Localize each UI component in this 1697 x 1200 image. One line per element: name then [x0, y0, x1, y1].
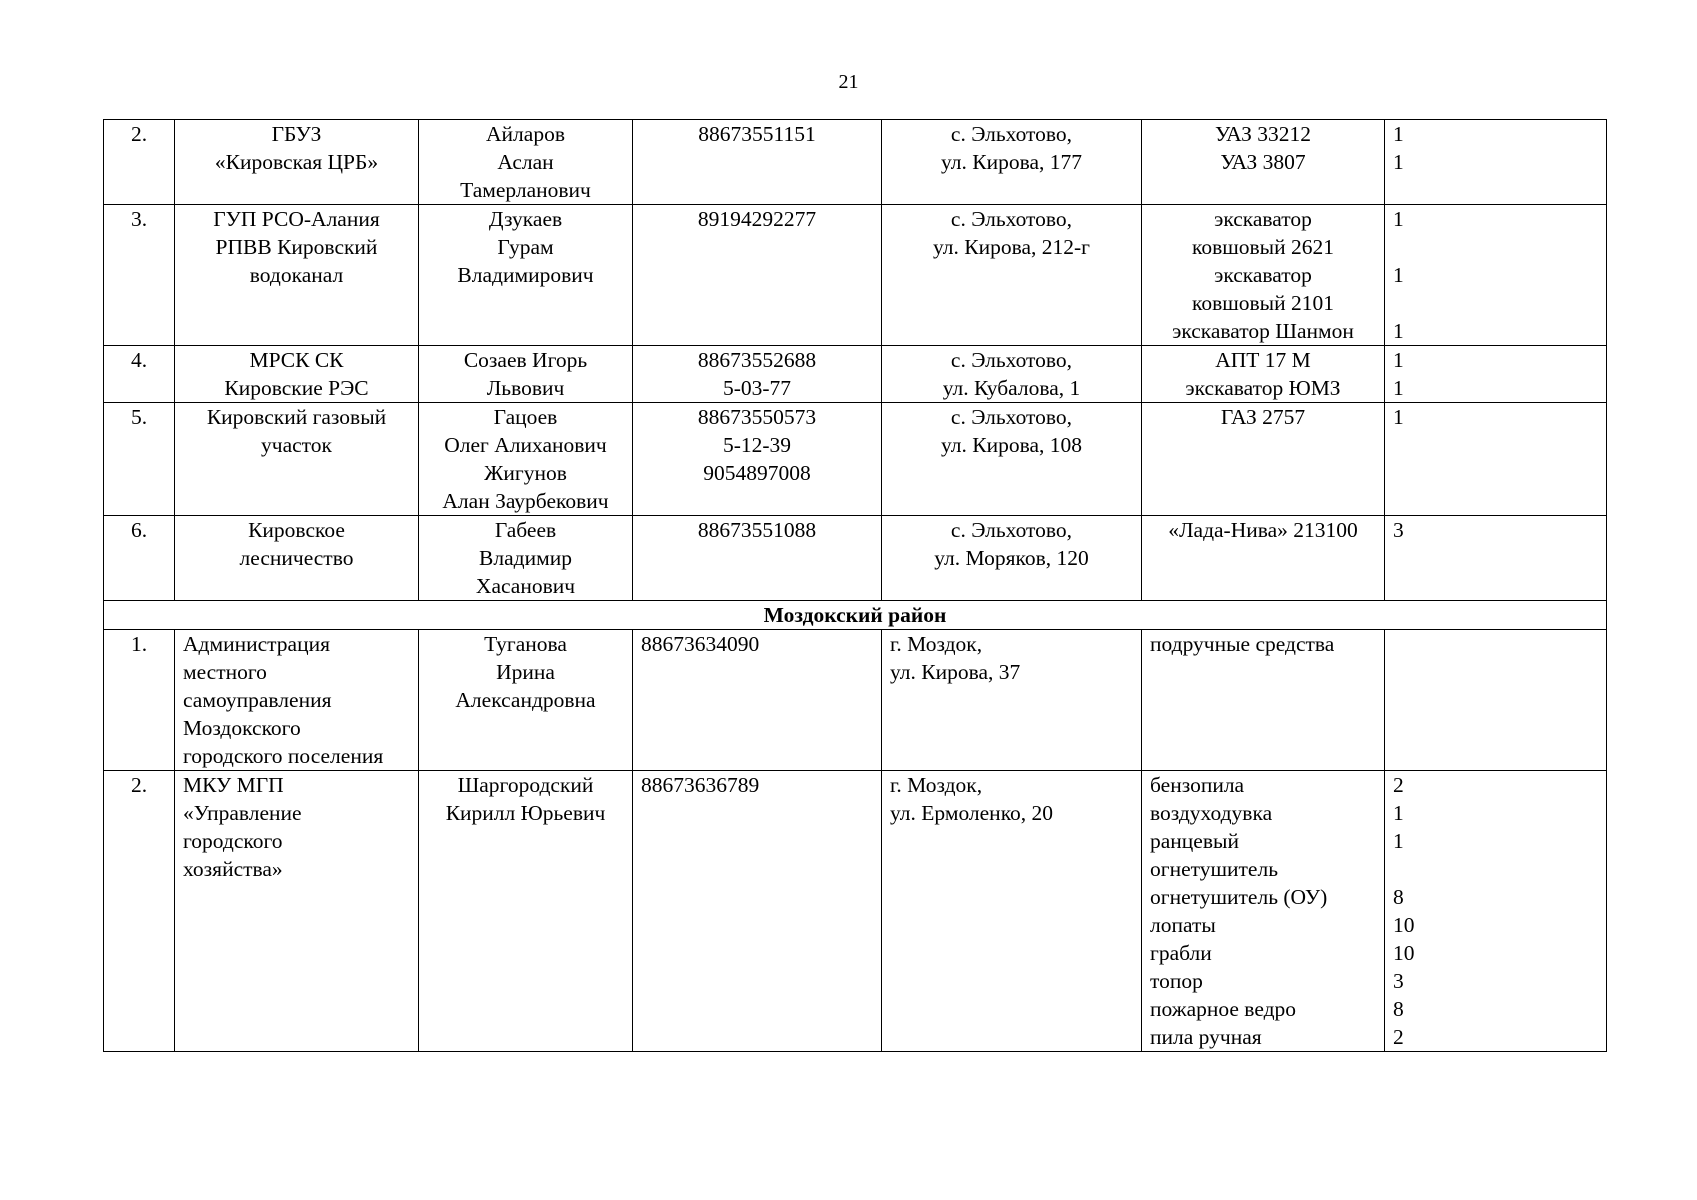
quantity-cell-line: 1 — [1393, 405, 1404, 429]
address-cell-line: ул. Кирова, 37 — [890, 660, 1021, 684]
responsible-person-cell — [419, 403, 633, 516]
organization-cell — [175, 346, 419, 403]
address-cell — [882, 120, 1142, 205]
organization-cell-line: Моздокского — [183, 716, 301, 740]
address-cell-line: с. Эльхотово, — [950, 122, 1073, 146]
quantity-cell — [1385, 771, 1607, 1052]
phone-cell-line: 88673550573 — [697, 405, 817, 429]
responsible-person-cell-line: Туганова — [484, 632, 567, 656]
row-number: 2. — [104, 120, 175, 205]
row-number: 5. — [104, 403, 175, 516]
quantity-cell-line: 1 — [1393, 829, 1404, 853]
phone-cell — [633, 346, 882, 403]
quantity-cell-line: 1 — [1393, 319, 1404, 343]
equipment-cell-line: УАЗ 3807 — [1220, 150, 1306, 174]
responsible-person-cell — [419, 771, 633, 1052]
quantity-cell-line: 1 — [1393, 207, 1404, 231]
phone-cell-line: 88673634090 — [641, 632, 760, 656]
phone-cell-line: 5-03-77 — [722, 376, 792, 400]
table-row — [104, 771, 1607, 1052]
phone-cell-line: 88673551151 — [698, 122, 816, 146]
row-number: 6. — [104, 516, 175, 601]
responsible-person-cell-line: Созаев Игорь — [463, 348, 588, 372]
phone-cell-line: 89194292277 — [697, 207, 817, 231]
equipment-cell-line: огнетушитель (ОУ) — [1150, 885, 1328, 909]
row-number: 3. — [104, 205, 175, 346]
responsible-person-cell-line: Алан Заурбекович — [442, 489, 609, 513]
quantity-cell-line: 3 — [1393, 969, 1404, 993]
table-row — [104, 346, 1607, 403]
quantity-cell — [1385, 120, 1607, 205]
equipment-table — [103, 119, 1607, 1052]
organization-cell-line: участок — [261, 433, 332, 457]
quantity-cell-line: 10 — [1393, 941, 1415, 965]
responsible-person-cell — [419, 346, 633, 403]
quantity-cell-line — [1393, 233, 1598, 261]
responsible-person-cell-line: Александровна — [455, 688, 596, 712]
responsible-person-cell-line: Ирина — [496, 660, 555, 684]
address-cell-line: г. Моздок, — [890, 632, 983, 656]
page-number: 21 — [838, 71, 859, 93]
responsible-person-cell-line: Шаргородский — [457, 773, 594, 797]
quantity-cell — [1385, 516, 1607, 601]
row-number: 2. — [104, 771, 175, 1052]
responsible-person-cell-line: Кирилл Юрьевич — [445, 801, 606, 825]
address-cell — [882, 205, 1142, 346]
address-cell-line: ул. Ермоленко, 20 — [890, 801, 1054, 825]
responsible-person-cell-line: Львович — [486, 376, 565, 400]
phone-cell — [633, 205, 882, 346]
equipment-cell-line: огнетушитель — [1150, 857, 1279, 881]
quantity-cell-line: 2 — [1393, 773, 1404, 797]
organization-cell — [175, 771, 419, 1052]
responsible-person-cell-line: Аслан — [497, 150, 554, 174]
responsible-person-cell — [419, 630, 633, 771]
organization-cell — [175, 120, 419, 205]
equipment-cell-line: бензопила — [1150, 773, 1245, 797]
equipment-cell-line: грабли — [1150, 941, 1212, 965]
responsible-person-cell-line: Гурам — [497, 235, 554, 259]
responsible-person-cell-line: Олег Алиханович — [444, 433, 607, 457]
quantity-cell — [1385, 630, 1607, 771]
equipment-cell-line: ГАЗ 2757 — [1220, 405, 1306, 429]
organization-cell-line: Кировское — [248, 518, 345, 542]
equipment-cell-line: УАЗ 33212 — [1214, 122, 1311, 146]
table-row — [104, 120, 1607, 205]
kirovsky-section — [104, 120, 1607, 601]
address-cell — [882, 771, 1142, 1052]
mozdoksky-section — [104, 630, 1607, 1052]
equipment-cell — [1142, 403, 1385, 516]
equipment-cell-line: «Лада-Нива» 213100 — [1168, 518, 1358, 542]
quantity-cell-line: 1 — [1393, 150, 1404, 174]
organization-cell-line: лесничество — [239, 546, 354, 570]
equipment-cell-line: пожарное ведро — [1150, 997, 1297, 1021]
organization-cell-line: самоуправления — [183, 688, 332, 712]
equipment-cell-line: АПТ 17 М — [1215, 348, 1311, 372]
responsible-person-cell-line: Айларов — [486, 122, 565, 146]
phone-cell-line: 9054897008 — [703, 461, 811, 485]
table-row — [104, 205, 1607, 346]
organization-cell-line: «Управление — [183, 801, 302, 825]
organization-cell-line: ГУП РСО-Алания — [213, 207, 380, 231]
table-row — [104, 516, 1607, 601]
phone-cell-line: 88673551088 — [697, 518, 817, 542]
equipment-cell-line: подручные средства — [1150, 632, 1335, 656]
equipment-cell-line: экскаватор ЮМЗ — [1185, 376, 1341, 400]
quantity-cell — [1385, 205, 1607, 346]
equipment-cell — [1142, 630, 1385, 771]
address-cell-line: ул. Кирова, 177 — [940, 150, 1083, 174]
equipment-cell-line: лопаты — [1150, 913, 1216, 937]
phone-cell — [633, 403, 882, 516]
section-header-row — [104, 601, 1607, 630]
row-number: 4. — [104, 346, 175, 403]
organization-cell-line: водоканал — [249, 263, 344, 287]
responsible-person-cell-line: Жигунов — [484, 461, 567, 485]
phone-cell — [633, 630, 882, 771]
row-number: 1. — [104, 630, 175, 771]
quantity-cell-line: 8 — [1393, 885, 1404, 909]
equipment-cell — [1142, 346, 1385, 403]
equipment-cell-line: ковшовый 2101 — [1191, 291, 1335, 315]
table-row — [104, 403, 1607, 516]
address-cell-line: с. Эльхотово, — [950, 405, 1073, 429]
address-cell-line: с. Эльхотово, — [950, 518, 1073, 542]
organization-cell-line: ГБУЗ — [271, 122, 322, 146]
organization-cell — [175, 516, 419, 601]
organization-cell-line: Кировские РЭС — [224, 376, 369, 400]
address-cell-line: ул. Моряков, 120 — [934, 546, 1089, 570]
equipment-cell — [1142, 516, 1385, 601]
equipment-cell-line: ковшовый 2621 — [1191, 235, 1335, 259]
responsible-person-cell-line: Владимир — [479, 546, 572, 570]
equipment-cell-line: экскаватор Шанмон — [1172, 319, 1354, 343]
address-cell-line: ул. Кирова, 212-г — [932, 235, 1091, 259]
section-title: Моздокский район — [104, 601, 1607, 630]
organization-cell-line: «Кировская ЦРБ» — [214, 150, 379, 174]
equipment-cell-line: пила ручная — [1150, 1025, 1262, 1049]
address-cell-line: ул. Кубалова, 1 — [942, 376, 1081, 400]
organization-cell-line: местного — [183, 660, 267, 684]
organization-cell — [175, 630, 419, 771]
phone-cell-line: 5-12-39 — [722, 433, 792, 457]
address-cell — [882, 630, 1142, 771]
responsible-person-cell-line: Гацоев — [493, 405, 558, 429]
address-cell-line: г. Моздок, — [890, 773, 983, 797]
organization-cell — [175, 403, 419, 516]
organization-cell-line: МКУ МГП — [183, 773, 284, 797]
quantity-cell-line: 2 — [1393, 1025, 1404, 1049]
responsible-person-cell — [419, 120, 633, 205]
organization-cell-line: Кировский газовый — [206, 405, 387, 429]
quantity-cell-line: 1 — [1393, 122, 1404, 146]
responsible-person-cell — [419, 516, 633, 601]
address-cell-line: с. Эльхотово, — [950, 207, 1073, 231]
equipment-cell-line: экскаватор — [1214, 207, 1312, 231]
address-cell-line: ул. Кирова, 108 — [940, 433, 1083, 457]
organization-cell-line: хозяйства» — [183, 857, 283, 881]
equipment-cell-line: топор — [1150, 969, 1203, 993]
responsible-person-cell-line: Владимирович — [457, 263, 594, 287]
quantity-cell-line — [1393, 855, 1598, 883]
organization-cell-line: городского поселения — [183, 744, 384, 768]
quantity-cell-line: 3 — [1393, 518, 1404, 542]
responsible-person-cell — [419, 205, 633, 346]
address-cell — [882, 516, 1142, 601]
quantity-cell — [1385, 403, 1607, 516]
equipment-cell — [1142, 120, 1385, 205]
equipment-cell-line: экскаватор — [1214, 263, 1312, 287]
mozdoksky-header — [104, 601, 1607, 630]
phone-cell-line: 88673552688 — [697, 348, 817, 372]
address-cell — [882, 346, 1142, 403]
quantity-cell-line — [1393, 289, 1598, 317]
organization-cell-line: РПВВ Кировский — [215, 235, 378, 259]
phone-cell — [633, 516, 882, 601]
organization-cell-line: Администрация — [183, 632, 330, 656]
quantity-cell-line: 8 — [1393, 997, 1404, 1021]
organization-cell-line: городского — [183, 829, 283, 853]
responsible-person-cell-line: Габеев — [494, 518, 557, 542]
equipment-cell-line: ранцевый — [1150, 829, 1239, 853]
quantity-cell-line: 1 — [1393, 376, 1404, 400]
quantity-cell-line: 10 — [1393, 913, 1415, 937]
equipment-cell — [1142, 771, 1385, 1052]
responsible-person-cell-line: Дзукаев — [488, 207, 563, 231]
table-row — [104, 630, 1607, 771]
quantity-cell-line: 1 — [1393, 801, 1404, 825]
address-cell — [882, 403, 1142, 516]
phone-cell — [633, 120, 882, 205]
quantity-cell — [1385, 346, 1607, 403]
phone-cell — [633, 771, 882, 1052]
phone-cell-line: 88673636789 — [641, 773, 760, 797]
quantity-cell-line: 1 — [1393, 348, 1404, 372]
responsible-person-cell-line: Тамерланович — [460, 178, 591, 202]
equipment-cell — [1142, 205, 1385, 346]
responsible-person-cell-line: Хасанович — [475, 574, 576, 598]
address-cell-line: с. Эльхотово, — [950, 348, 1073, 372]
quantity-cell-line: 1 — [1393, 263, 1404, 287]
organization-cell-line: МРСК СК — [249, 348, 344, 372]
organization-cell — [175, 205, 419, 346]
equipment-cell-line: воздуходувка — [1150, 801, 1273, 825]
